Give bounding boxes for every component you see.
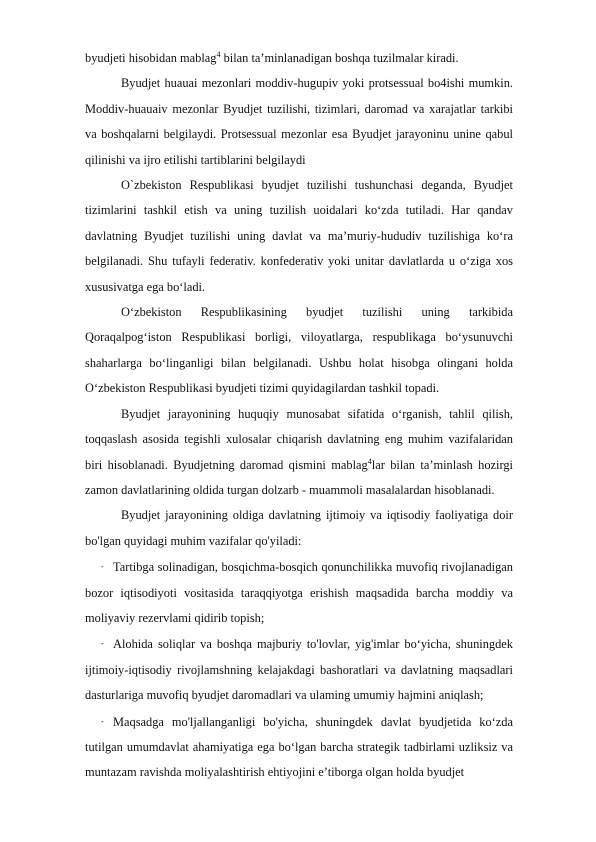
paragraph-3: O`zbekiston Respublikasi byudjet tuzilishi tushunchasi deganda, Byudjet tizimlarini tashkil etish va uning tuzilish uoidalari ko‘zda tutiladi. Har qandav davlatning Byudjet tuzilishi uning davlat va ma’muriy-hududiv tuzilishiga ko‘ra belgilanadi. Shu tufayli federativ. konfederativ yoki unitar davlatlarda u o‘ziga xos xususivatga ega bo‘ladi. (85, 178, 513, 294)
bullet-item-1 (85, 554, 513, 631)
bullet-item-2-text: Alohida soliqlar va boshqa majburiy to'lovlar, yig'imlar bo‘yicha, shuningdek ijtimoiy-iqtisodiy rivojlamshning kelajakdagi bashoratlari va davlatning maqsadlari dasturlariga muvofiq byudjet daromadlari va ulaming umumiy hajmini aniqlash; (85, 637, 513, 703)
paragraph-5-text: Byudjet jarayonining huquqiy munosabat sifatida o‘rganish, tahlil qilish, toqqaslash asosida tegishli xulosalar chiqarish davlatning eng muhim vazifalaridan biri hisoblanadi. Byudjetning daromad qismini mablag (85, 406, 513, 472)
bullet-marker: - (101, 639, 104, 649)
paragraph-4: O‘zbekiston Respublikasining byudjet tuzilishi uning tarkibida Qoraqalpog‘iston Respublikasi borligi, viloyatlarga, respublikaga bo‘ysunuvchi shaharlarga bo‘linganligi bilan belgilanadi. Ushbu holat hisobga olingani holda O‘zbekiston Respublikasi byudjeti tizimi quyidagilardan tashkil topadi. (85, 305, 513, 396)
bullet-item-3-text: Maqsadga mo'ljallanganligi bo'yicha, shuningdek davlat byudjetida ko‘zda tutilgan umumdavlat ahamiyatiga ega bo‘lgan barcha strategik tadbirlami uzliksiz va muntazam ravishda moliyalashtirish ehtiyojini e’tiborga olgan holda byudjet (85, 714, 513, 780)
footnote-ref: 4 (367, 456, 372, 466)
paragraph-5 (85, 402, 513, 504)
bullet-item-1-text: Tartibga solinadigan, bosqichma-bosqich qonunchilikka muvofiq rivojlanadigan bozor iqtisodiyoti vositasida taraqqiyotga erishish maqsadida barcha moddiy va moliyaviy rezervlami qidirib topish; (85, 560, 513, 625)
paragraph-1 (85, 46, 513, 71)
bullet-marker: - (101, 562, 104, 572)
paragraph-5-text-end: lar bilan ta’minlash hozirgi zamon davlatlarining oldida turgan dolzarb - muammoli masalalardan hisoblanadi. (85, 457, 513, 497)
bullet-item-2 (85, 631, 513, 708)
bullet-marker: - (101, 716, 104, 726)
paragraph-1-text-end: bilan ta’minlanadigan boshqa tuzilmalar kiradi. (220, 51, 459, 65)
paragraph-2: Byudjet huauai mezonlari moddiv-hugupiv yoki protsessual bo4ishi mumkin. Moddiv-huauaiv mezonlar Byudjet tuzilishi, tizimlari, daromad va xarajatlar tarkibi va boshqalarni belgilaydi. Protsessual mezonlar esa Byudjet jarayoninu unine qabul qilinishi va ijro etilishi tartiblarini belgilaydi (85, 76, 513, 167)
paragraph-6: Byudjet jarayonining oldiga davlatning ijtimoiy va iqtisodiy faoliyatiga doir bo'lgan quyidagi muhim vazifalar qo'yiladi: (85, 508, 513, 548)
bullet-item-3 (85, 709, 513, 786)
document-page (85, 46, 513, 786)
paragraph-1-text: byudjeti hisobidan mablag (85, 51, 217, 65)
footnote-ref: 4 (216, 50, 221, 59)
